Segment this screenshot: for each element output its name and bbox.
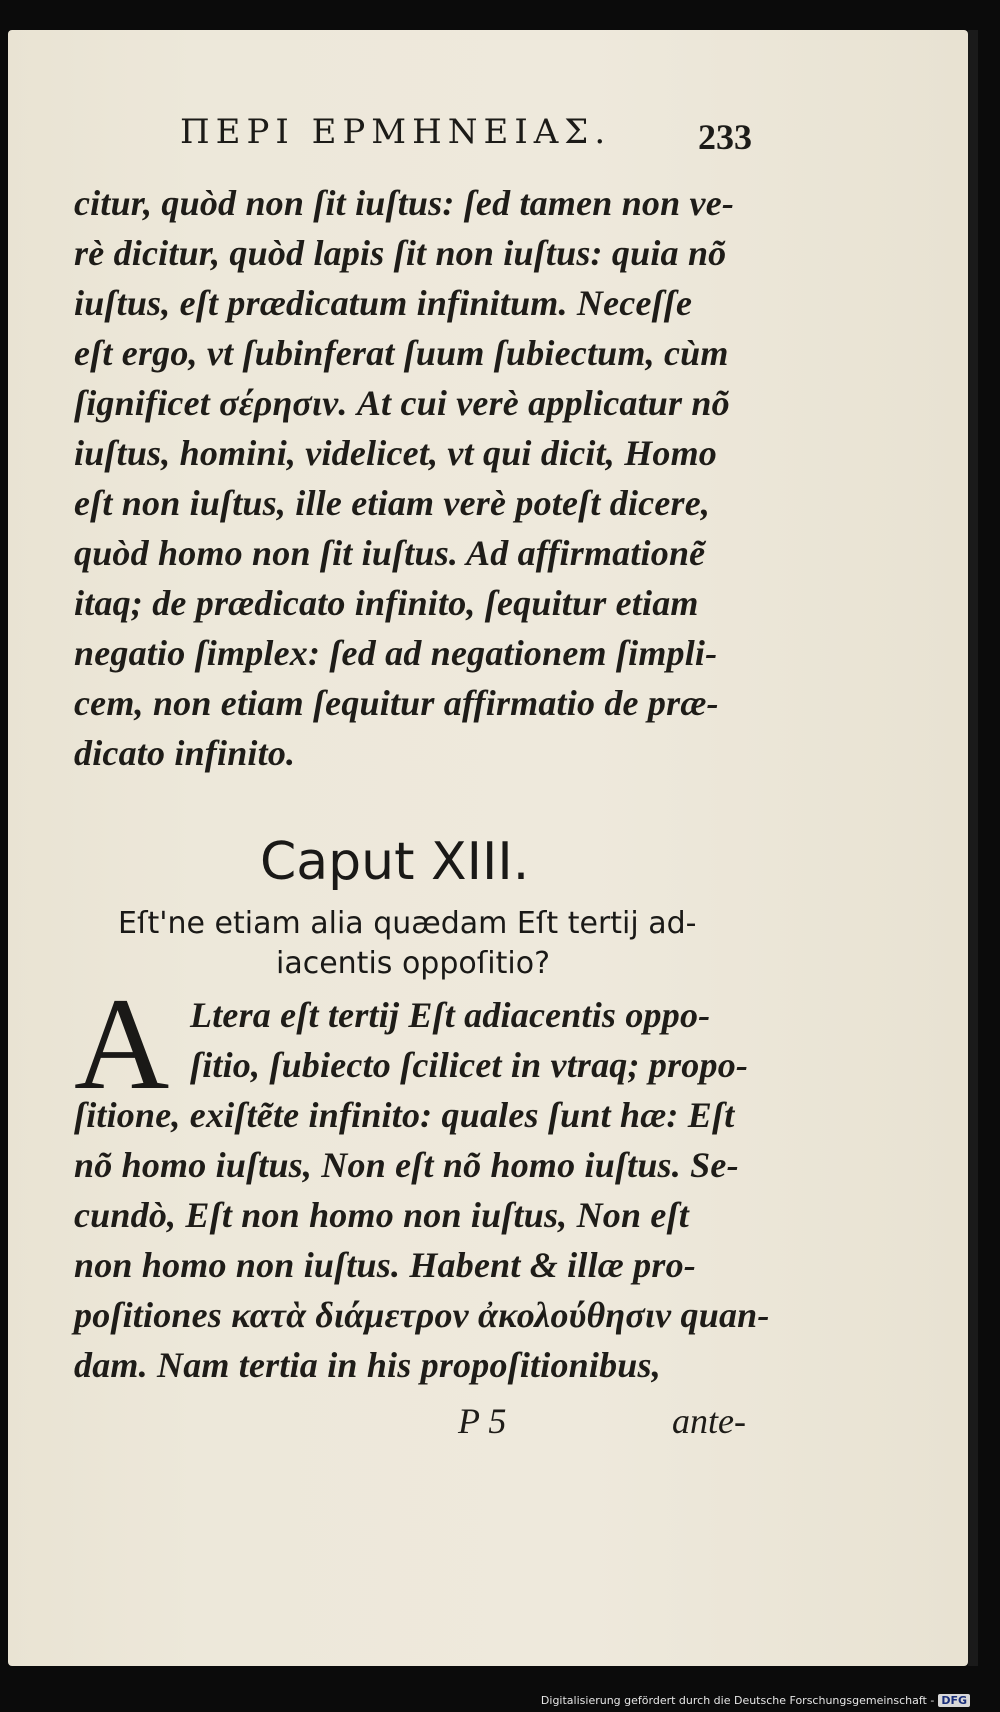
text-line: quòd homo non ſit iuſtus. Ad affirmationẽ [74,533,706,573]
text-line: rè dicitur, quòd lapis ſit non iuſtus: quia nõ [74,233,727,273]
text-line: cundò, Eſt non homo non iuſtus, Non eſt [74,1195,689,1235]
chapter-subtitle: iacentis oppoſitio? [276,946,551,981]
text-line: ſitio, ſubiecto ſcilicet in vtraq; propo- [190,1045,749,1085]
chapter-title: Caput XIII. [260,832,530,892]
text-line: non homo non iuſtus. Habent & illæ pro- [74,1245,696,1285]
text-line: negatio ſimplex: ſed ad negationem ſimpli- [74,633,718,673]
text-line: ſignificet σέρησιν. At cui verè applicatur nõ [74,383,730,423]
text-line: citur, quòd non ſit iuſtus: ſed tamen non ve- [74,183,735,223]
text-line: cem, non etiam ſequitur affirmatio de præ- [74,683,719,723]
text-line: itaq; de prædicato infinito, ſequitur etiam [74,583,699,623]
text-line: eſt non iuſtus, ille etiam verè poteſt dicere, [74,483,711,523]
dfg-logo: DFG [938,1694,970,1707]
text-line: poſitiones κατὰ διάμετρον ἀκολούθησιν quan- [74,1295,770,1335]
text-line: dicato infinito. [74,733,296,773]
drop-cap: A [74,970,170,1117]
text-line: iuſtus, eſt prædicatum infinitum. Neceſſe [74,283,693,323]
page-number: 233 [698,117,752,157]
running-header: ΠΕΡΙ ΕΡΜΗΝΕΙΑΣ. [180,112,612,152]
text-line: ſitione, exiſtẽte infinito: quales ſunt hæ: Eſt [74,1095,735,1135]
chapter-subtitle: Eſt'ne etiam alia quædam Eſt tertij ad- [118,906,697,941]
digitization-credit [541,1694,970,1707]
text-line: iuſtus, homini, videlicet, vt qui dicit, Homo [74,433,718,473]
text-line: nõ homo iuſtus, Non eſt nõ homo iuſtus. Se- [74,1145,739,1185]
signature-mark: P 5 [458,1401,507,1441]
catchword: ante- [672,1401,746,1441]
page-edge [968,30,978,1666]
text-line: dam. Nam tertia in his propoſitionibus, [74,1345,661,1385]
text-line: eſt ergo, vt ſubinferat ſuum ſubiectum, cùm [74,333,729,373]
credit-text: Digitalisierung gefördert durch die Deutsche Forschungsgemeinschaft - [540,1694,935,1707]
text-line: Ltera eſt tertij Eſt adiacentis oppo- [190,995,711,1035]
